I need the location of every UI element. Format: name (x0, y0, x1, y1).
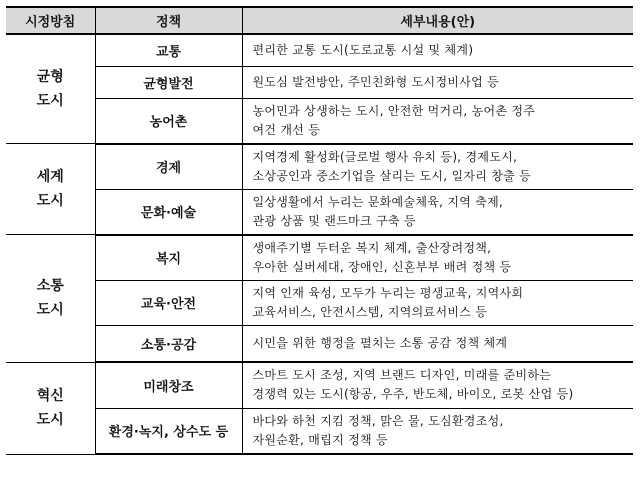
policy-cell: 문화·예술 (95, 189, 242, 235)
header-details: 세부내용(안) (242, 7, 633, 34)
policy-cell: 환경·녹지, 상수도 등 (95, 408, 242, 454)
policy-table (6, 6, 633, 455)
policy-cell: 교통 (95, 34, 242, 66)
details-line: 우아한 실버세대, 장애인, 신혼부부 배려 정책 등 (252, 259, 512, 274)
details-line: 관광 상품 및 랜드마크 구축 등 (252, 213, 416, 228)
details-line: 편리한 교통 도시(도로교통 시설 및 체계) (252, 42, 474, 57)
policy-cell: 소통·공감 (95, 325, 242, 362)
direction-line: 도시 (36, 93, 64, 109)
details-line: 스마트 도시 조성, 지역 브랜드 디자인, 미래를 준비하는 (252, 368, 552, 383)
details-cell (242, 66, 633, 98)
details-cell (242, 144, 633, 190)
details-cell (242, 408, 633, 454)
policy-cell: 복지 (95, 235, 242, 281)
direction-line: 소통 (36, 278, 64, 295)
direction-line: 도시 (36, 412, 64, 428)
table-row (6, 408, 633, 454)
details-line: 바다와 하천 지킴 정책, 맑은 물, 도심환경조성, (252, 413, 504, 428)
header-policy: 정책 (95, 7, 242, 34)
details-cell (242, 98, 633, 144)
policy-cell: 미래창조 (95, 362, 242, 408)
table-row (6, 144, 633, 190)
table-row (6, 66, 633, 98)
policy-cell: 균형발전 (95, 66, 242, 98)
policy-cell: 경제 (95, 144, 242, 190)
details-line: 지역경제 활성화(글로벌 행사 유치 등), 경제도시, (252, 149, 518, 164)
direction-cell (6, 144, 95, 235)
details-line: 여건 개선 등 (252, 122, 321, 137)
direction-cell (6, 362, 95, 454)
table-row (6, 189, 633, 235)
details-line: 농어민과 상생하는 도시, 안전한 먹거리, 농어촌 정주 (252, 103, 536, 118)
details-line: 지역 인재 육성, 모두가 누리는 평생교육, 지역사회 (252, 285, 524, 300)
table-row (6, 325, 633, 362)
direction-line: 혁신 (36, 388, 64, 404)
table-row (6, 98, 633, 144)
table-row (6, 235, 633, 281)
policy-cell: 농어촌 (95, 98, 242, 144)
details-cell (242, 189, 633, 235)
direction-line: 도시 (36, 193, 64, 209)
details-line: 소상공인과 중소기업을 살리는 도시, 일자리 창출 등 (252, 168, 532, 183)
details-line: 생애주기별 두터운 복지 체계, 출산장려정책, (252, 240, 492, 255)
details-line: 일상생활에서 누리는 문화예술체육, 지역 축제, (252, 194, 504, 209)
direction-line: 도시 (36, 302, 64, 319)
details-line: 시민을 위한 행정을 펼치는 소통 공감 정책 체계 (252, 335, 508, 350)
direction-line: 균형 (36, 69, 64, 85)
details-line: 교육서비스, 안전시스템, 지역의료서비스 등 (252, 304, 488, 319)
details-cell (242, 362, 633, 408)
details-line: 경쟁력 있는 도시(항공, 우주, 반도체, 바이오, 로봇 산업 등) (252, 387, 574, 402)
header-row (6, 7, 633, 34)
policy-cell: 교육·안전 (95, 280, 242, 325)
direction-cell (6, 235, 95, 363)
table-row (6, 362, 633, 408)
details-cell (242, 34, 633, 66)
details-cell (242, 235, 633, 281)
direction-cell (6, 34, 95, 144)
direction-line: 세계 (36, 169, 64, 185)
details-cell (242, 280, 633, 325)
details-cell (242, 325, 633, 362)
details-line: 자원순환, 매립지 정책 등 (252, 432, 388, 447)
details-line: 원도심 발전방안, 주민친화형 도시정비사업 등 (252, 74, 500, 89)
header-direction: 시정방침 (6, 7, 95, 34)
table-row (6, 34, 633, 66)
table-row (6, 280, 633, 325)
